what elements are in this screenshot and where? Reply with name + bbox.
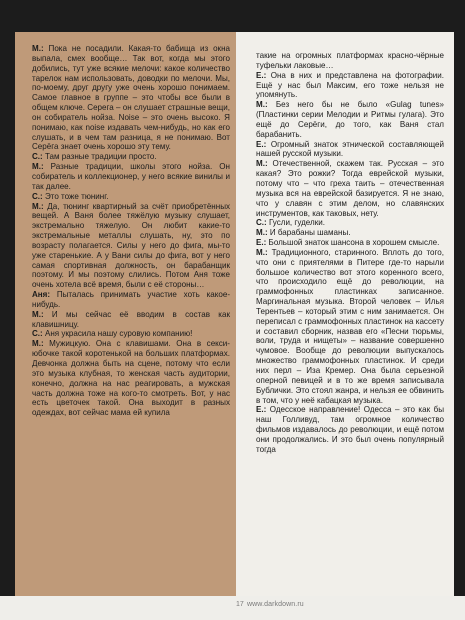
left-column-text <box>32 44 230 418</box>
dialogue-paragraph <box>256 51 444 71</box>
dialogue-paragraph <box>32 339 230 418</box>
dialogue-paragraph <box>256 140 444 160</box>
page-edge <box>454 0 465 620</box>
speaker-label: С.: <box>32 191 43 201</box>
page-number: 17 <box>236 601 244 608</box>
dialogue-text: Отечественной, скажем так. Русская – это какая? Это рожки? Тогда еврейской музыки, потому что – что греха таить – отечественная музыка вся на еврейской базируется. Я не знаю, что у славян с этим делом, но славянских инструментов, как таковых, нету. <box>256 159 444 218</box>
dialogue-paragraph <box>32 202 230 291</box>
dialogue-text: И барабаны шаманы. <box>267 228 351 238</box>
dialogue-text: Она в них и представлена на фотографии. Ещё у нас был Максим, его тоже нельзя не упомянуть. <box>256 70 444 100</box>
dialogue-paragraph <box>32 310 230 330</box>
dialogue-text: Пыталась принимать участие хоть какое-нибудь. <box>32 290 230 309</box>
speaker-label: Е.: <box>256 139 267 149</box>
speaker-label: С.: <box>32 329 43 339</box>
dialogue-text: Там разные традиции просто. <box>42 152 157 162</box>
dialogue-paragraph <box>256 71 444 101</box>
dialogue-text: Большой знаток шансона в хорошем смысле. <box>266 238 440 248</box>
footer <box>0 596 465 620</box>
dialogue-text: такие на огромных платформах красно-чёрные туфельки лаковые… <box>256 51 444 70</box>
dialogue-paragraph <box>32 152 230 162</box>
dialogue-text: Мужицкую. Она с клавишами. Она в секси-юбочке такой коротенькой на больших платформах. Девчонка должна быть на сцене, потому что если это музыка клубная, то женская часть аудитории, конечно, должна на нас реагировать, а мужская часть должна тоже на кого-то смотреть. Вот, у нас есть цветочек такой. Она выходит в разных одеждах, вот сейчас мама ей купила <box>32 339 230 418</box>
dialogue-paragraph <box>256 248 444 406</box>
speaker-label: Е.: <box>256 405 267 415</box>
dialogue-text: Аня украсила нашу суровую компанию! <box>42 329 193 339</box>
speaker-label: М.: <box>256 228 268 238</box>
dialogue-paragraph <box>32 162 230 192</box>
dialogue-text: Пока не посадили. Какая-то бабища из окна выпала, смех вообще… Так вот, когда мы этого добились, тут уже всякие мелочи: какое количество тарелок нам использовать, доводки по мелочи. Мы, по-моему, друг другу уже очень хорошо понимаем. Самое главное в группе – это чтобы все были в общем ключе. Серега – он слушает страшные вещи, он собиратель нойза. Noise – это очень высоко. Я понимаю, как noise издавать чем-нибудь, но как его слушать, и в чем там разница, я не понимаю. Вот Серёга знает очень хорошо эту тему. <box>32 44 230 152</box>
dialogue-paragraph <box>32 290 230 310</box>
speaker-label: С.: <box>32 152 43 162</box>
dialogue-text: Гусли, гуделки. <box>266 218 325 228</box>
speaker-label: М.: <box>256 159 268 169</box>
dialogue-paragraph <box>256 238 444 248</box>
speaker-label: М.: <box>32 162 44 172</box>
right-column-text <box>256 51 444 455</box>
speaker-label: М.: <box>32 309 44 319</box>
dialogue-text: Разные традиции, школы этого нойза. Он собиратель и коллекционер, у него всякие винилы и так далее. <box>32 162 230 191</box>
dialogue-text: Это тоже тюнинг. <box>42 191 109 201</box>
dialogue-paragraph <box>256 159 444 218</box>
speaker-label: М.: <box>256 100 268 110</box>
dialogue-text: И мы сейчас её вводим в состав как клавишницу. <box>32 309 230 329</box>
dialogue-text: Да, тюнинг квартирный за счёт приобретённых вещей. А Ваня более тяжёлую музыку слушает, экстремально тяжелую. Он любит какие-то экстремальные металлы слушать, ну, это по возрасту полагается. Силы у него до фига, мы-то уже старенькие. А у Вани силы до фига, вот у него самая спортивная должность, он барабанщик поэтому. И мы поэтому слились. Потом Аня тоже очень хотела всё время, были с её стороны… <box>32 201 230 290</box>
speaker-label: С.: <box>256 218 267 228</box>
dialogue-paragraph <box>256 228 444 238</box>
speaker-label: Аня: <box>32 290 51 300</box>
dialogue-paragraph <box>256 218 444 228</box>
speaker-label: Е.: <box>256 70 267 80</box>
dialogue-paragraph <box>256 100 444 139</box>
dialogue-paragraph <box>32 192 230 202</box>
speaker-label: М.: <box>32 44 44 53</box>
site-url[interactable]: www.darkdown.ru <box>247 601 304 608</box>
speaker-label: Е.: <box>256 238 267 248</box>
dialogue-paragraph <box>32 329 230 339</box>
speaker-label: М.: <box>32 201 44 211</box>
dialogue-text: Без него бы не было «Gulag tunes» (Пластинки серии Мелодии и Ритмы гулага). Это ещё до Серёги, до того, как Ваня стал барабанить. <box>256 100 444 139</box>
dialogue-text: Традиционного, старинного. Вплоть до того, что они с приятелями в Питере где-то нарыли большое количество вот этого коренного всего, что происходило ещё до революции, на граммофонных пластинках записанное. Маргинальная музыка. Второй человек – Илья Терентьев – который этим с ним занимается. Он переписал с граммофонных пластинок на кассету и составил сборник, назвав его «Песни тюрьмы, воли, труда и нищеты» – название совершенно чумовое. Вообще до революции выпускалось множество граммофонных пластинок. И среди них перл – Иза Кремер. Она была серьезной оперной певицей и в то же время записывала Бублички. Это стоял жанра, и нельзя ее обвинить в том, что у неё кабацкая музыка. <box>256 247 444 405</box>
dialogue-paragraph <box>32 44 230 152</box>
speaker-label: М.: <box>32 339 44 349</box>
dialogue-paragraph <box>256 405 444 454</box>
dialogue-text: Огромный знаток этнической составляющей нашей русской музыки. <box>256 139 444 159</box>
speaker-label: М.: <box>256 247 268 257</box>
dialogue-text: Одесское направление! Одесса – это как бы наш Голливуд, там огромное количество фильмов издавалось до революции, и ещё потом они продолжались. И это был очень популярный тогда <box>256 405 444 454</box>
